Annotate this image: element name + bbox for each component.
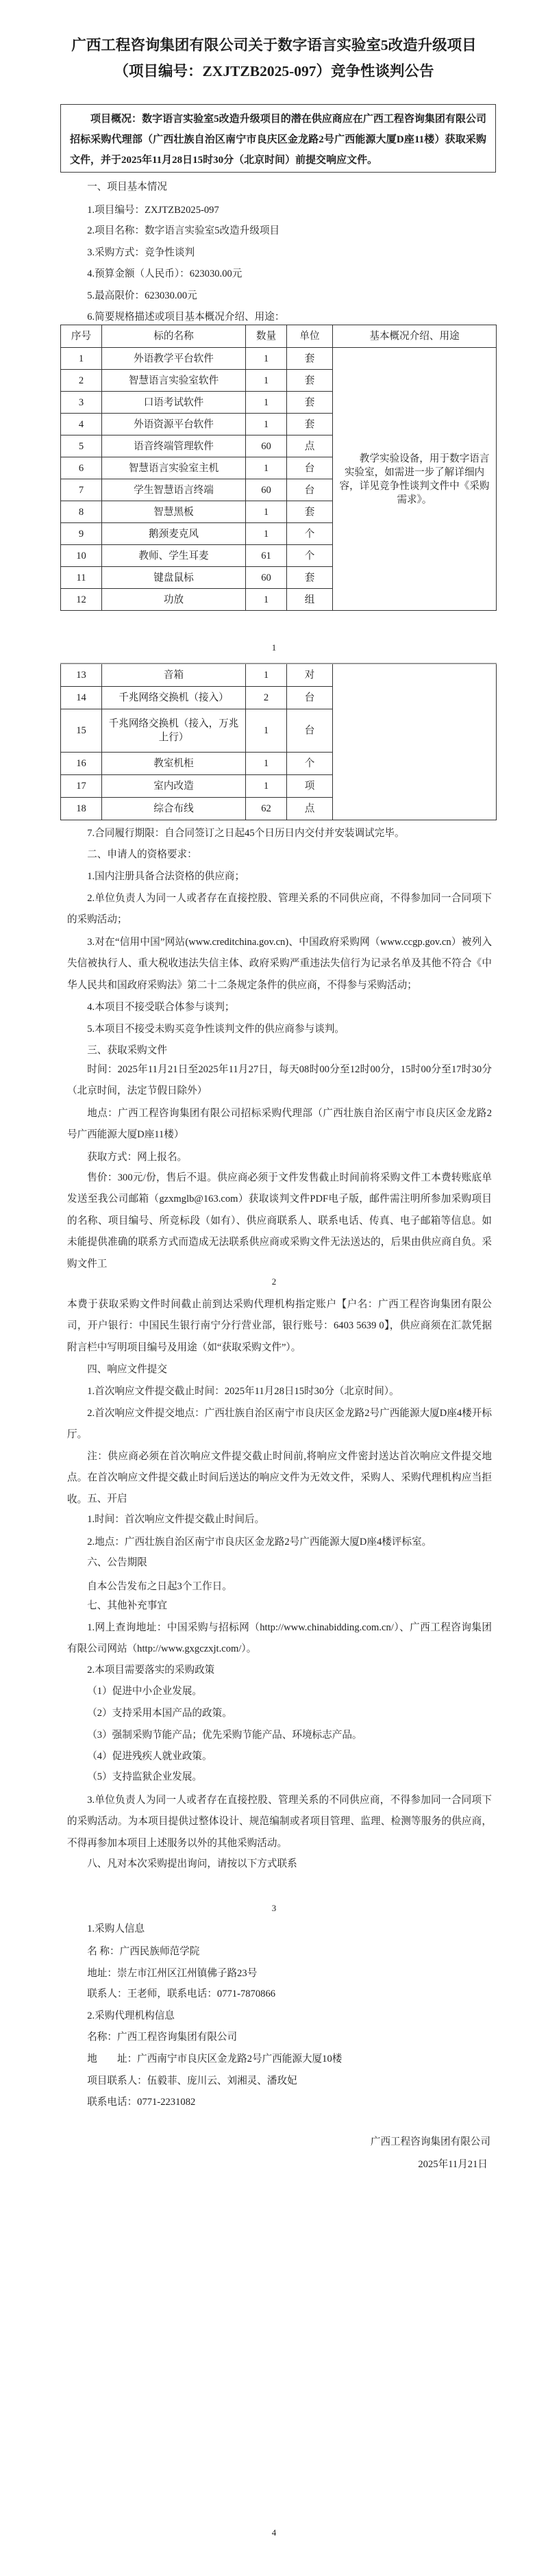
- cell-qty: 1: [246, 709, 287, 752]
- section5-heading: 五、开启: [87, 1493, 127, 1504]
- cell-name: 智慧黑板: [102, 501, 246, 523]
- cell-unit: 台: [287, 479, 333, 501]
- cell-no: 5: [61, 435, 102, 457]
- cell-name: 千兆网络交换机（接入，万兆上行）: [102, 709, 246, 752]
- signature-block: [0, 2131, 490, 2176]
- agent-address: 地 址：广西南宁市良庆区金龙路2号广西能源大厦10楼: [87, 2054, 342, 2064]
- cell-name: 教师、学生耳麦: [102, 545, 246, 567]
- cell-no: 1: [61, 348, 102, 370]
- document-price-part1: 售价：300元/份，售后不退。供应商必须于文件发售截止时间前将采购文件工本费转账底单发送至我公司邮箱（gzxmglb@163.com）获取谈判文件PDF电子版，邮件需注明所参加采购项目的名称、项目编号、所竞标段（如有）、供应商联系人、联系电话、传真、电子邮箱等信息。如未能提供准确的联系方式而造成无法联系供应商或采购文件无法送达的，后果由供应商自负。采购文件工: [67, 1172, 492, 1270]
- cell-no: 12: [61, 589, 102, 611]
- cell-qty: 1: [246, 370, 287, 392]
- cell-unit: 点: [287, 797, 333, 820]
- cell-qty: 1: [246, 589, 287, 611]
- buyer-address: 地址：崇左市江州区江州镇佛子路23号: [87, 1968, 258, 1979]
- buyer-contact: 联系人：王老师，联系电话：0771-7870866: [87, 1988, 276, 1999]
- cell-qty: 1: [246, 348, 287, 370]
- cell-no: 13: [61, 664, 102, 686]
- submission-note: 注：供应商必须在首次响应文件提交截止时间前,将响应文件密封送达首次响应文件提交地点。在首次响应文件提交截止时间后送达的响应文件为无效文件，采购人、采购代理机构应当拒收。: [67, 1451, 492, 1505]
- cell-name: 语音终端管理软件: [102, 435, 246, 457]
- page-number-4: 4: [271, 2527, 277, 2538]
- procurement-method: 3.采购方式：竞争性谈判: [87, 247, 195, 258]
- cell-qty: 1: [246, 523, 287, 545]
- cell-no: 3: [61, 392, 102, 414]
- cell-no: 8: [61, 501, 102, 523]
- cell-unit: 组: [287, 589, 333, 611]
- title-line-1: 广西工程咨询集团有限公司关于数字语言实验室5改造升级项目: [71, 37, 477, 53]
- cell-unit: 台: [287, 686, 333, 709]
- cell-unit: 对: [287, 664, 333, 686]
- cell-no: 10: [61, 545, 102, 567]
- cell-name: 智慧语言实验室主机: [102, 457, 246, 479]
- cell-unit: 个: [287, 545, 333, 567]
- section7-heading: 七、其他补充事宜: [87, 1600, 167, 1611]
- cell-name: 功放: [102, 589, 246, 611]
- cell-no: 11: [61, 567, 102, 589]
- cell-name: 外语教学平台软件: [102, 348, 246, 370]
- buyer-info-heading: 1.采购人信息: [87, 1923, 145, 1934]
- policy-item-3: （3）强制采购节能产品；优先采购节能产品、环境标志产品。: [87, 1730, 362, 1741]
- cell-no: 9: [61, 523, 102, 545]
- project-overview-box: 项目概况：数字语言实验室5改造升级项目的潜在供应商应在广西工程咨询集团有限公司招标采购代理部（广西壮族自治区南宁市良庆区金龙路2号广西能源大厦D座11楼）获取采购文件，并于2025年11月28日15时30分（北京时间）前提交响应文件。: [60, 104, 496, 173]
- section6-heading: 六、公告期限: [87, 1557, 147, 1568]
- cell-unit: 套: [287, 567, 333, 589]
- col-header-qty: 数量: [246, 325, 287, 348]
- cell-qty: 2: [246, 686, 287, 709]
- usage-note-cell: 教学实验设备，用于数字语言实验室，如需进一步了解详细内容，详见竞争性谈判文件中《采购需求》。: [333, 348, 497, 611]
- budget-amount: 4.预算金额（人民币）：623030.00元: [87, 268, 242, 279]
- max-price: 5.最高限价：623030.00元: [87, 290, 197, 301]
- cell-qty: 1: [246, 774, 287, 797]
- cell-name: 音箱: [102, 664, 246, 686]
- cell-unit: 个: [287, 752, 333, 774]
- cell-name: 外语资源平台软件: [102, 414, 246, 435]
- cell-unit: 套: [287, 501, 333, 523]
- cell-qty: 60: [246, 435, 287, 457]
- section1-heading: 一、项目基本情况: [87, 181, 167, 192]
- document-title: [0, 33, 548, 84]
- announcement-period: 自本公告发布之日起3个工作日。: [87, 1581, 232, 1592]
- table-row: [61, 664, 497, 686]
- policy-item-2: （2）支持采用本国产品的政策。: [87, 1708, 232, 1719]
- section3-heading: 三、获取采购文件: [87, 1045, 167, 1056]
- cell-unit: 点: [287, 435, 333, 457]
- cell-qty: 60: [246, 567, 287, 589]
- cell-name: 鹅颈麦克风: [102, 523, 246, 545]
- cell-qty: 1: [246, 752, 287, 774]
- cell-unit: 套: [287, 414, 333, 435]
- page-number-2: 2: [271, 1276, 277, 1287]
- opening-time: 1.时间：首次响应文件提交截止时间后。: [87, 1514, 265, 1525]
- cell-name: 口语考试软件: [102, 392, 246, 414]
- section2-heading: 二、申请人的资格要求：: [87, 849, 197, 860]
- section8-heading: 八、凡对本次采购提出询问，请按以下方式联系: [87, 1858, 297, 1869]
- cell-no: 14: [61, 686, 102, 709]
- agent-name: 名称：广西工程咨询集团有限公司: [87, 2032, 238, 2043]
- buyer-name: 名 称：广西民族师范学院: [87, 1946, 200, 1957]
- cell-qty: 1: [246, 392, 287, 414]
- qualification-item-5: 5.本项目不接受未购买竞争性谈判文件的供应商参与谈判。: [87, 1024, 345, 1035]
- col-header-name: 标的名称: [102, 325, 246, 348]
- cell-qty: 61: [246, 545, 287, 567]
- col-header-no: 序号: [61, 325, 102, 348]
- cell-no: 7: [61, 479, 102, 501]
- qualification-item-1: 1.国内注册具备合法资格的供应商；: [87, 871, 245, 882]
- policy-intro: 2.本项目需要落实的采购政策: [87, 1665, 215, 1676]
- cell-qty: 1: [246, 457, 287, 479]
- cell-name: 教室机柜: [102, 752, 246, 774]
- title-line-2: （项目编号：ZXJTZB2025-097）竞争性谈判公告: [114, 62, 434, 79]
- cell-qty: 1: [246, 501, 287, 523]
- qualification-item-2: 2.单位负责人为同一人或者存在直接控股、管理关系的不同供应商，不得参加同一合同项下的采购活动；: [67, 893, 492, 926]
- col-header-usage: 基本概况介绍、用途: [333, 325, 497, 348]
- contract-period: 7.合同履行期限：自合同签订之日起45个日历日内交付并安装调试完毕。: [87, 828, 405, 839]
- cell-name: 智慧语言实验室软件: [102, 370, 246, 392]
- cell-no: 15: [61, 709, 102, 752]
- cell-qty: 62: [246, 797, 287, 820]
- cell-unit: 套: [287, 348, 333, 370]
- agent-phone: 联系电话：0771-2231082: [87, 2097, 196, 2108]
- project-number: 1.项目编号：ZXJTZB2025-097: [87, 205, 219, 216]
- document-obtain-method: 获取方式：网上报名。: [87, 1152, 188, 1163]
- cell-unit: 套: [287, 370, 333, 392]
- submission-place: 2.首次响应文件提交地点：广西壮族自治区南宁市良庆区金龙路2号广西能源大厦D座4楼开标厅。: [67, 1408, 492, 1441]
- cell-name: 综合布线: [102, 797, 246, 820]
- signature-date: 2025年11月21日: [418, 2159, 488, 2170]
- cell-qty: 1: [246, 414, 287, 435]
- agent-contact: 项目联系人：伍毅菲、庞川云、刘湘灵、潘玫妃: [87, 2075, 297, 2086]
- cell-no: 2: [61, 370, 102, 392]
- cell-no: 4: [61, 414, 102, 435]
- cell-name: 千兆网络交换机（接入）: [102, 686, 246, 709]
- table-row: [61, 348, 497, 370]
- submission-deadline: 1.首次响应文件提交截止时间：2025年11月28日15时30分（北京时间）。: [87, 1386, 399, 1397]
- document-price-part2: 本费于获取采购文件时间截止前到达采购代理机构指定账户【户名：广西工程咨询集团有限公司，开户银行：中国民生银行南宁分行营业部，银行账号：6403 5639 0】，供应商须在汇款凭据附言栏中写明项目编号及用途（如“获取采购文件”）。: [67, 1299, 492, 1353]
- cell-qty: 60: [246, 479, 287, 501]
- online-query-address: 1.网上查询地址：中国采购与招标网（http://www.chinabidding.com.cn/）、广西工程咨询集团有限公司网站（http://www.gxgczxjt.com/）。: [67, 1622, 492, 1655]
- page-number-3: 3: [271, 1903, 277, 1913]
- policy-item-5: （5）支持监狱企业发展。: [87, 1771, 203, 1782]
- usage-note-empty-cell: [333, 664, 497, 820]
- section4-heading: 四、响应文件提交: [87, 1364, 167, 1375]
- cell-unit: 套: [287, 392, 333, 414]
- document-obtain-time: 时间：2025年11月21日至2025年11月27日，每天08时00分至12时00分，15时00分至17时30分（北京时间，法定节假日除外）: [67, 1064, 492, 1097]
- project-name: 2.项目名称：数字语言实验室5改造升级项目: [87, 225, 280, 236]
- cell-name: 学生智慧语言终端: [102, 479, 246, 501]
- cell-name: 室内改造: [102, 774, 246, 797]
- cell-no: 18: [61, 797, 102, 820]
- agent-info-heading: 2.采购代理机构信息: [87, 2010, 175, 2021]
- document-obtain-place: 地点：广西工程咨询集团有限公司招标采购代理部（广西壮族自治区南宁市良庆区金龙路2号广西能源大厦D座11楼）: [67, 1108, 492, 1141]
- qualification-item-4: 4.本项目不接受联合体参与谈判；: [87, 1002, 235, 1013]
- cell-no: 16: [61, 752, 102, 774]
- cell-unit: 台: [287, 709, 333, 752]
- page-number-1: 1: [271, 642, 277, 653]
- table-header-row: [61, 325, 497, 348]
- policy-item-4: （4）促进残疾人就业政策。: [87, 1751, 212, 1762]
- cell-unit: 项: [287, 774, 333, 797]
- items-table-page2: [60, 663, 497, 820]
- cell-unit: 个: [287, 523, 333, 545]
- cell-unit: 台: [287, 457, 333, 479]
- cell-name: 键盘鼠标: [102, 567, 246, 589]
- cell-qty: 1: [246, 664, 287, 686]
- signature-company: 广西工程咨询集团有限公司: [370, 2136, 490, 2147]
- opening-place: 2.地点：广西壮族自治区南宁市良庆区金龙路2号广西能源大厦D座4楼评标室。: [87, 1537, 432, 1548]
- items-table-page1: [60, 325, 497, 611]
- policy-item-1: （1）促进中小企业发展。: [87, 1686, 203, 1697]
- col-header-unit: 单位: [287, 325, 333, 348]
- cell-no: 17: [61, 774, 102, 797]
- cell-no: 6: [61, 457, 102, 479]
- spec-description-label: 6.简要规格描述或项目基本概况介绍、用途：: [87, 312, 285, 323]
- qualification-item-3: 3.对在“信用中国”网站(www.creditchina.gov.cn)、中国政府采购网（www.ccgp.gov.cn）被列入失信被执行人、重大税收违法失信主体、政府采购严重违法失信行为记录名单及其他不符合《中华人民共和国政府采购法》第二十二条规定条件的供应商，不得参与采购活动；: [67, 937, 492, 991]
- supplement-item-3: 3.单位负责人为同一人或者存在直接控股、管理关系的不同供应商，不得参加同一合同项下的采购活动。为本项目提供过整体设计、规范编制或者项目管理、监理、检测等服务的供应商，不得再参加本项目上述服务以外的其他采购活动。: [67, 1795, 492, 1849]
